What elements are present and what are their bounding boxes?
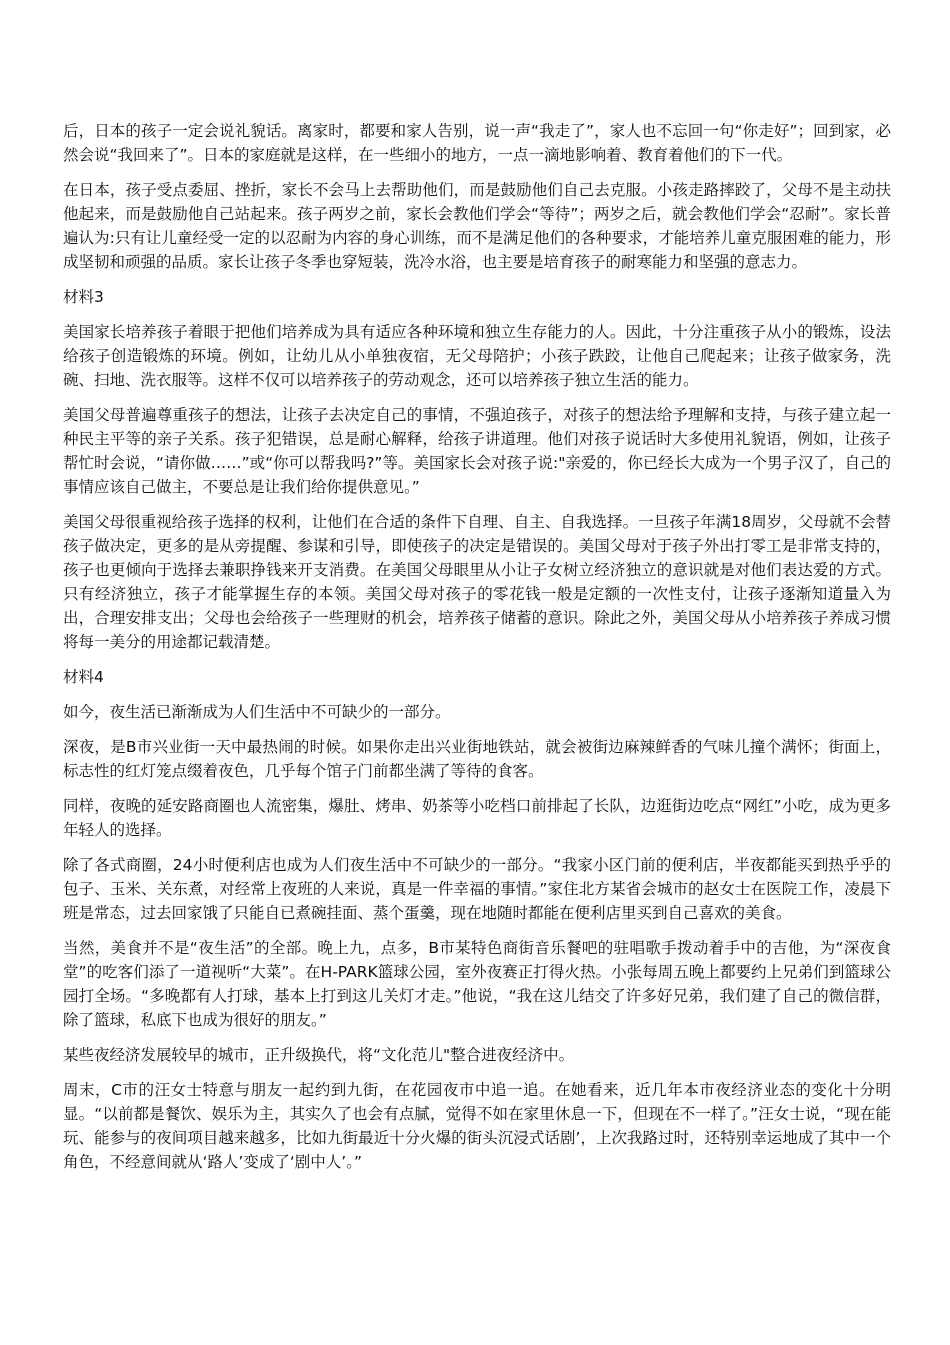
paragraph-convenience-store: 除了各式商圈，24小时便利店也成为人们夜生活中不可缺少的一部分。“我家小区门前的便利店，半夜都能买到热乎乎的包子、玉米、关东煮，对经常上夜班的人来说，真是一件幸福的事情。”家住北方某省会城市的赵女士在医院工作，凌晨下班是常态，过去回家饿了只能自已煮碗挂面、蒸个蛋羹，现在地随时都能在便利店里买到自己喜欢的美食。 <box>63 856 891 922</box>
paragraph-us-independence: 美国家长培养孩子着眼于把他们培养成为具有适应各种环境和独立生存能力的人。因此，十分注重孩子从小的锻炼，设法给孩子创造锻炼的环境。例如，让幼儿从小单独夜宿，无父母陪护；小孩子跌跤，让他自己爬起来；让孩子做家务，洗碗、扫地、洗衣服等。这样不仅可以培养孩子的劳动观念，还可以培养孩子独立生活的能力。 <box>63 323 891 389</box>
paragraph-us-respect: 美国父母普遍尊重孩子的想法，让孩子去决定自己的事情，不强迫孩子，对孩子的想法给予理解和支持，与孩子建立起一种民主平等的亲子关系。孩子犯错误，总是耐心解释，给孩子讲道理。他们对孩子说话时大多使用礼貌语，例如，让孩子帮忙时会说，“请你做……”或“你可以帮我吗?”等。美国家长会对孩子说:"亲爱的，你已经长大成为一个男子汉了，自己的事情应该自己做主，不要总是让我们给你提供意见。” <box>63 406 891 496</box>
paragraph-us-choice: 美国父母很重视给孩子选择的权利，让他们在合适的条件下自理、自主、自我选择。一旦孩子年满18周岁，父母就不会替孩子做决定，更多的是从旁提醒、参谋和引导，即使孩子的决定是错误的。美国父母对于孩子外出打零工是非常支持的，孩子也更倾向于选择去兼职挣钱来开支消费。在美国父母眼里从小让子女树立经济独立的意识就是对他们表达爱的方式。只有经济独立，孩子才能掌握生存的本领。美国父母对孩子的零花钱一般是定额的一次性支付，让孩子逐渐知道量入为出，合理安排支出；父母也会给孩子一些理财的机会，培养孩子储蓄的意识。除此之外，美国父母从小培养孩子养成习惯将每一美分的用途都记载清楚。 <box>63 513 891 651</box>
paragraph-music-basketball: 当然，美食并不是“夜生活”的全部。晚上九，点多，B市某特色商街音乐餐吧的驻唱歌手拨动着手中的吉他，为“深夜食堂”的吃客们添了一道视听“大菜”。在H-PARK篮球公园，室外夜赛正打得火热。小张每周五晚上都要约上兄弟们到篮球公园打全场。“多晚都有人打球，基本上打到这儿关灯才走。”他说，“我在这儿结交了许多好兄弟，我们建了自己的微信群，除了篮球，私底下也成为很好的朋友。” <box>63 939 891 1029</box>
paragraph-japan-endurance: 在日本，孩子受点委屈、挫折，家长不会马上去帮助他们，而是鼓励他们自己去克服。小孩走路摔跤了，父母不是主动扶他起来，而是鼓励他自己站起来。孩子两岁之前，家长会教他们学会“等待”；两岁之后，就会教他们学会“忍耐”。家长普遍认为:只有让儿童经受一定的以忍耐为内容的身心训练，而不是满足他们的各种要求，才能培养儿童克服困难的能力，形成坚韧和顽强的品质。家长让孩子冬季也穿短装，洗冷水浴，也主要是培育孩子的耐寒能力和坚强的意志力。 <box>63 181 891 271</box>
paragraph-xingye-street: 深夜，是B市兴业街一天中最热闹的时候。如果你走出兴业街地铁站，就会被街边麻辣鲜香的气味儿撞个满怀；街面上，标志性的红灯笼点缀着夜色，几乎每个馆子门前都坐满了等待的食客。 <box>63 738 891 780</box>
paragraph-yanan-road: 同样，夜晚的延安路商圈也人流密集，爆肚、烤串、奶茶等小吃档口前排起了长队，边逛街边吃点“网红”小吃，成为更多年轻人的选择。 <box>63 797 891 839</box>
paragraph-culture-upgrade: 某些夜经济发展较早的城市，正升级换代，将“文化范儿"整合进夜经济中。 <box>63 1046 575 1064</box>
paragraph-nightlife-intro: 如今，夜生活已渐渐成为人们生活中不可缺少的一部分。 <box>63 703 451 721</box>
paragraph-japan-etiquette: 后，日本的孩子一定会说礼貌话。离家时，都要和家人告别，说一声“我走了”，家人也不忘回一句“你走好”；回到家，必然会说“我回来了”。日本的家庭就是这样，在一些细小的地方，一点一滴地影响着、教育着他们的下一代。 <box>63 122 891 164</box>
section-heading-material-4: 材料4 <box>63 668 104 686</box>
paragraph-night-market: 周末，C市的汪女士特意与朋友一起约到九街，在花园夜市中追一追。在她看来，近几年本市夜经济业态的变化十分明显。“以前都是餐饮、娱乐为主，其实久了也会有点腻，觉得不如在家里休息一下，但现在不一样了。”汪女士说，“现在能玩、能参与的夜间项目越来越多，比如九街最近十分火爆的街头沉浸式话剧’，上次我路过时，还特别幸运地成了其中一个角色，不经意间就从‘路人’变成了‘剧中人’。” <box>63 1081 891 1171</box>
section-heading-material-3: 材料3 <box>63 288 104 306</box>
document-page <box>63 119 891 1185</box>
